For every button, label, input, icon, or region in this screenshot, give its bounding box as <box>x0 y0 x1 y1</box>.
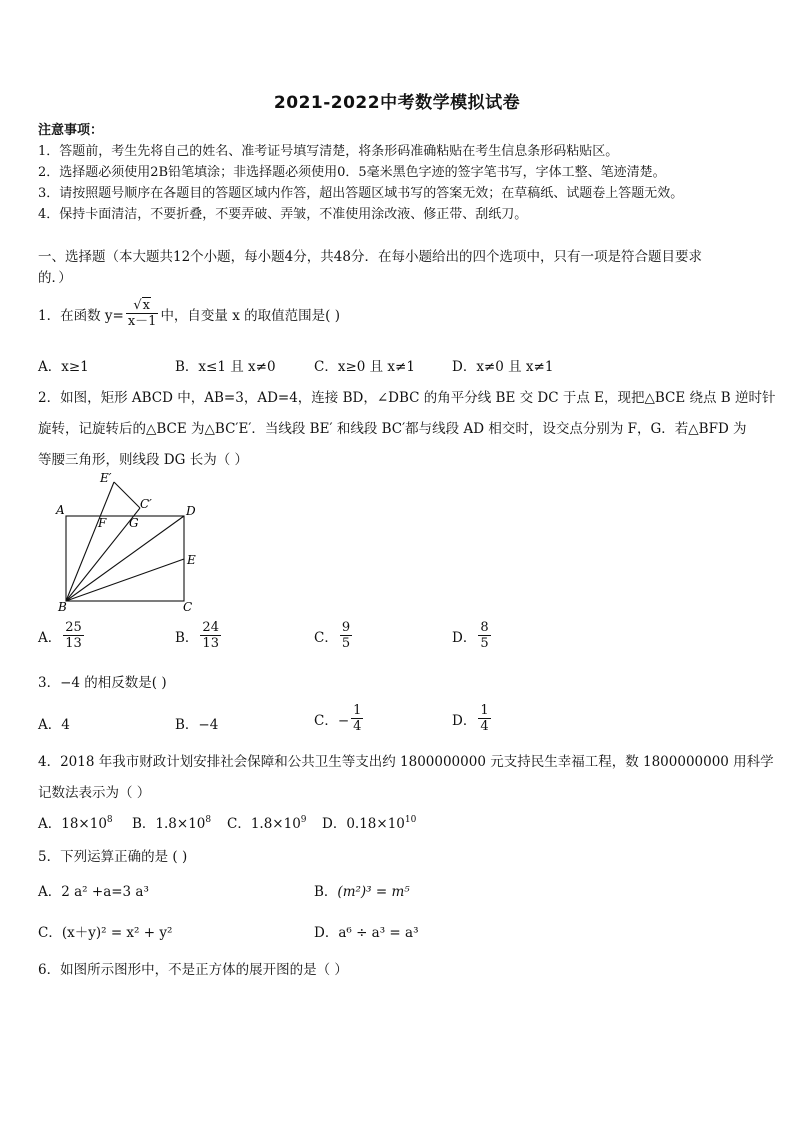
question-1 <box>38 298 340 329</box>
label-f: F <box>98 516 107 530</box>
question-4-line2: 记数法表示为（ ） <box>38 785 151 801</box>
section-heading-cont: 的．） <box>38 270 72 286</box>
q3-option-d[interactable]: D． $\frac{1}{4}$ <box>452 703 489 734</box>
q4-option-c[interactable]: C．$1.8\times 10^9$ <box>227 815 307 832</box>
label-c-prime: C′ <box>140 497 152 511</box>
q2-option-d[interactable]: D． $\frac{8}{5}$ <box>452 620 489 651</box>
q1-prefix: 1．在函数 y= <box>38 307 124 324</box>
rectangle-figure <box>52 470 212 615</box>
q1-option-b[interactable]: B．x≤1 且 x≠0 <box>175 359 276 375</box>
question-3: 3．−4 的相反数是( ) <box>38 675 167 691</box>
q2-option-b[interactable]: B． $\frac{24}{13}$ <box>175 620 219 651</box>
question-4-line1: 4．2018 年我市财政计划安排社会保障和公共卫生等支出约 1800000000 元支持民生幸福工程，数 1800000000 用科学 <box>38 754 774 770</box>
question-2-line1: 2．如图，矩形 ABCD 中，AB=3，AD=4，连接 BD，∠DBC 的角平分线 BE 交 DC 于点 E，现把△BCE 绕点 B 逆时针 <box>38 390 776 406</box>
q4-option-a[interactable]: A．$18\times 10^8$ <box>38 815 113 832</box>
sqrt-symbol: √x <box>133 298 150 313</box>
notice-heading: 注意事项： <box>38 123 104 138</box>
q2-option-a[interactable]: A． $\frac{25}{13}$ <box>38 620 82 651</box>
label-c: C <box>183 600 193 614</box>
q5-option-c[interactable]: C．(x＋y)² = x² + y² <box>38 925 173 941</box>
q5-option-d[interactable]: D．a⁶ ÷ a³ = a³ <box>314 925 419 941</box>
label-b: B <box>58 600 67 614</box>
q1-fraction: $\frac{√x}{x-1}$ <box>127 298 157 329</box>
q3-option-c[interactable]: C．− $\frac{1}{4}$ <box>314 703 362 734</box>
section-heading: 一、选择题（本大题共12个小题，每小题4分，共48分．在每小题给出的四个选项中，只有一项是符合题目要求 <box>38 249 702 265</box>
label-e: E <box>187 553 196 567</box>
q5-option-a[interactable]: A．2 a² +a=3 a³ <box>38 884 149 900</box>
q1-option-a[interactable]: A．x≥1 <box>38 359 89 375</box>
label-d: D <box>186 504 196 518</box>
notice-item: 1．答题前，考生先将自己的姓名、准考证号填写清楚，将条形码准确粘贴在考生信息条形码粘贴区。 <box>38 144 619 159</box>
notice-item: 4．保持卡面清洁，不要折叠，不要弄破、弄皱，不准使用涂改液、修正带、刮纸刀。 <box>38 207 528 222</box>
notice-item: 3．请按照题号顺序在各题目的答题区域内作答，超出答题区域书写的答案无效；在草稿纸、试题卷上答题无效。 <box>38 186 684 201</box>
notice-item: 2．选择题必须使用2B铅笔填涂；非选择题必须使用0．5毫米黑色字迹的签字笔书写，字体工整、笔迹清楚。 <box>38 165 666 180</box>
q1-option-c[interactable]: C．x≥0 且 x≠1 <box>314 359 415 375</box>
label-a: A <box>56 503 65 517</box>
q4-option-d[interactable]: D．$0.18\times 10^{10}$ <box>322 815 417 832</box>
label-e-prime: E′ <box>100 471 112 485</box>
page-title: 2021-2022中考数学模拟试卷 <box>273 93 521 113</box>
q3-option-a[interactable]: A．4 <box>38 717 70 733</box>
q4-option-b[interactable]: B．$1.8\times 10^8$ <box>132 815 212 832</box>
question-5: 5．下列运算正确的是 ( ) <box>38 849 188 865</box>
label-g: G <box>129 516 139 530</box>
q3-option-b[interactable]: B．−4 <box>175 717 219 733</box>
question-2-line3: 等腰三角形，则线段 DG 长为（ ） <box>38 452 248 468</box>
line-be <box>66 559 184 601</box>
q1-option-d[interactable]: D．x≠0 且 x≠1 <box>452 359 554 375</box>
q1-suffix: 中，自变量 x 的取值范围是( ) <box>160 307 340 324</box>
line-c-prime-e-prime <box>114 482 140 508</box>
question-6: 6．如图所示图形中，不是正方体的展开图的是（ ） <box>38 962 348 978</box>
q2-option-c[interactable]: C． $\frac{9}{5}$ <box>314 620 351 651</box>
question-2-line2: 旋转，记旋转后的△BCE 为△BC′E′．当线段 BE′ 和线段 BC′都与线段 AD 相交时，设交点分别为 F，G．若△BFD 为 <box>38 421 747 437</box>
q5-option-b[interactable]: B．(m²)³ = m⁵ <box>314 884 410 900</box>
